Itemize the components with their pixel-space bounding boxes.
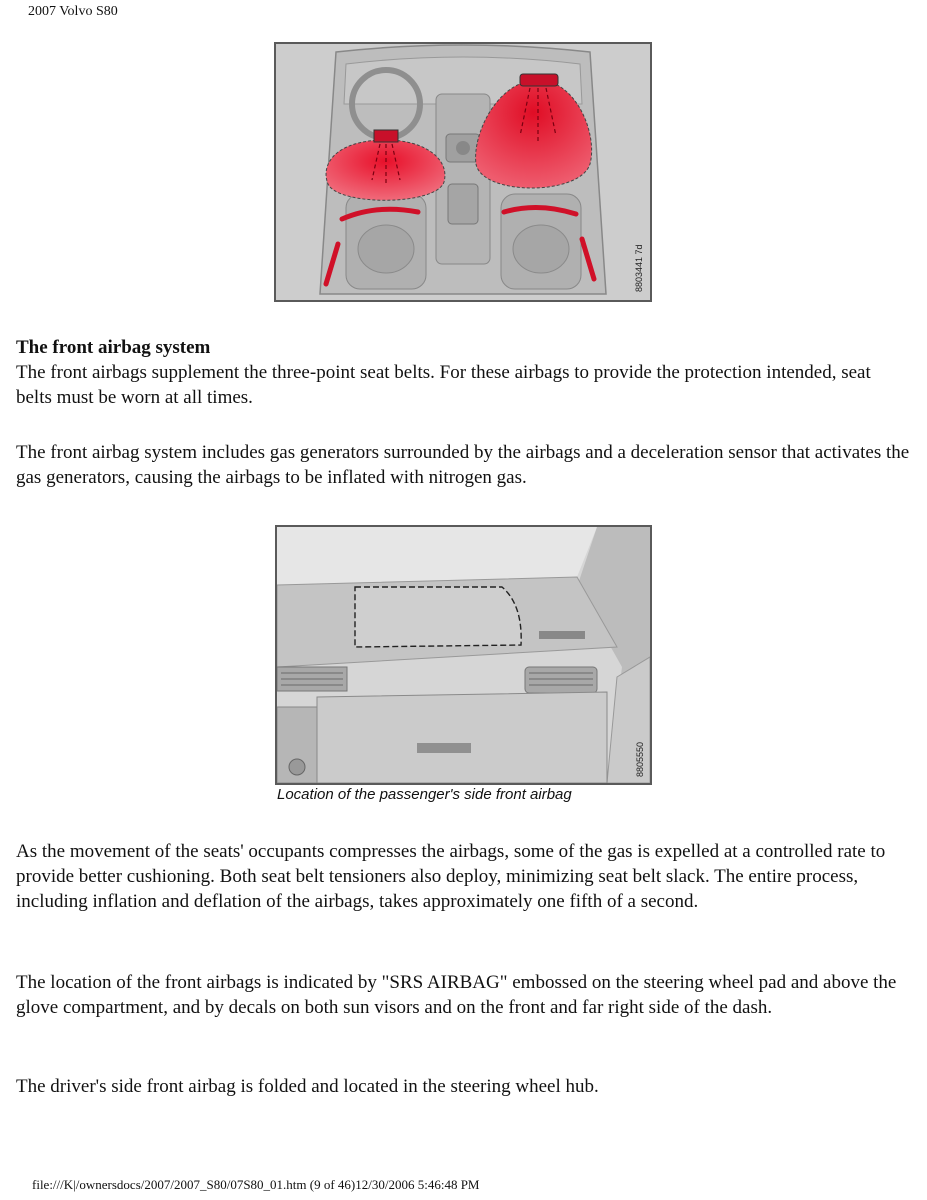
section-airbag-system	[16, 335, 911, 410]
figure-code: 8805550	[635, 741, 645, 777]
page-footer: file:///K|/ownersdocs/2007/2007_S80/07S80_01.htm (9 of 46)12/30/2006 5:46:48 PM	[32, 1177, 480, 1192]
paragraph-airbag-location: The location of the front airbags is indicated by "SRS AIRBAG" embossed on the steering wheel pad and above the glove compartment, and by decals on both sun visors and on the front and far right side of the dash.	[16, 972, 897, 1018]
figure-code: 8803441 7d	[634, 244, 644, 292]
paragraph-gas-generators: The front airbag system includes gas generators surrounded by the airbags and a deceleration sensor that activates the gas generators, causing the airbags to be inflated with nitrogen gas.	[16, 442, 910, 488]
paragraph-driver-airbag: The driver's side front airbag is folded and located in the steering wheel hub.	[16, 1076, 599, 1097]
dashboard-view	[277, 527, 650, 783]
section-heading: The front airbag system	[16, 337, 211, 358]
page-header: 2007 Volvo S80	[28, 4, 118, 19]
figure-caption: Location of the passenger's side front airbag	[277, 786, 572, 803]
paragraph-gas-expelled: As the movement of the seats' occupants compresses the airbags, some of the gas is expelled at a controlled rate to provide better cushioning. Both seat belt tensioners also deploy, minimizing seat belt slack. The entire process, including inflation and deflation of the airbags, takes approximately one fifth of a second.	[16, 841, 886, 912]
paragraph-seatbelts: The front airbags supplement the three-point seat belts. For these airbags to provide the protection intended, seat belts must be worn at all times.	[16, 362, 871, 408]
passenger-airbag-location-photo	[275, 525, 652, 785]
car-interior-top-view	[276, 44, 650, 300]
airbag-deployment-illustration	[274, 42, 652, 302]
